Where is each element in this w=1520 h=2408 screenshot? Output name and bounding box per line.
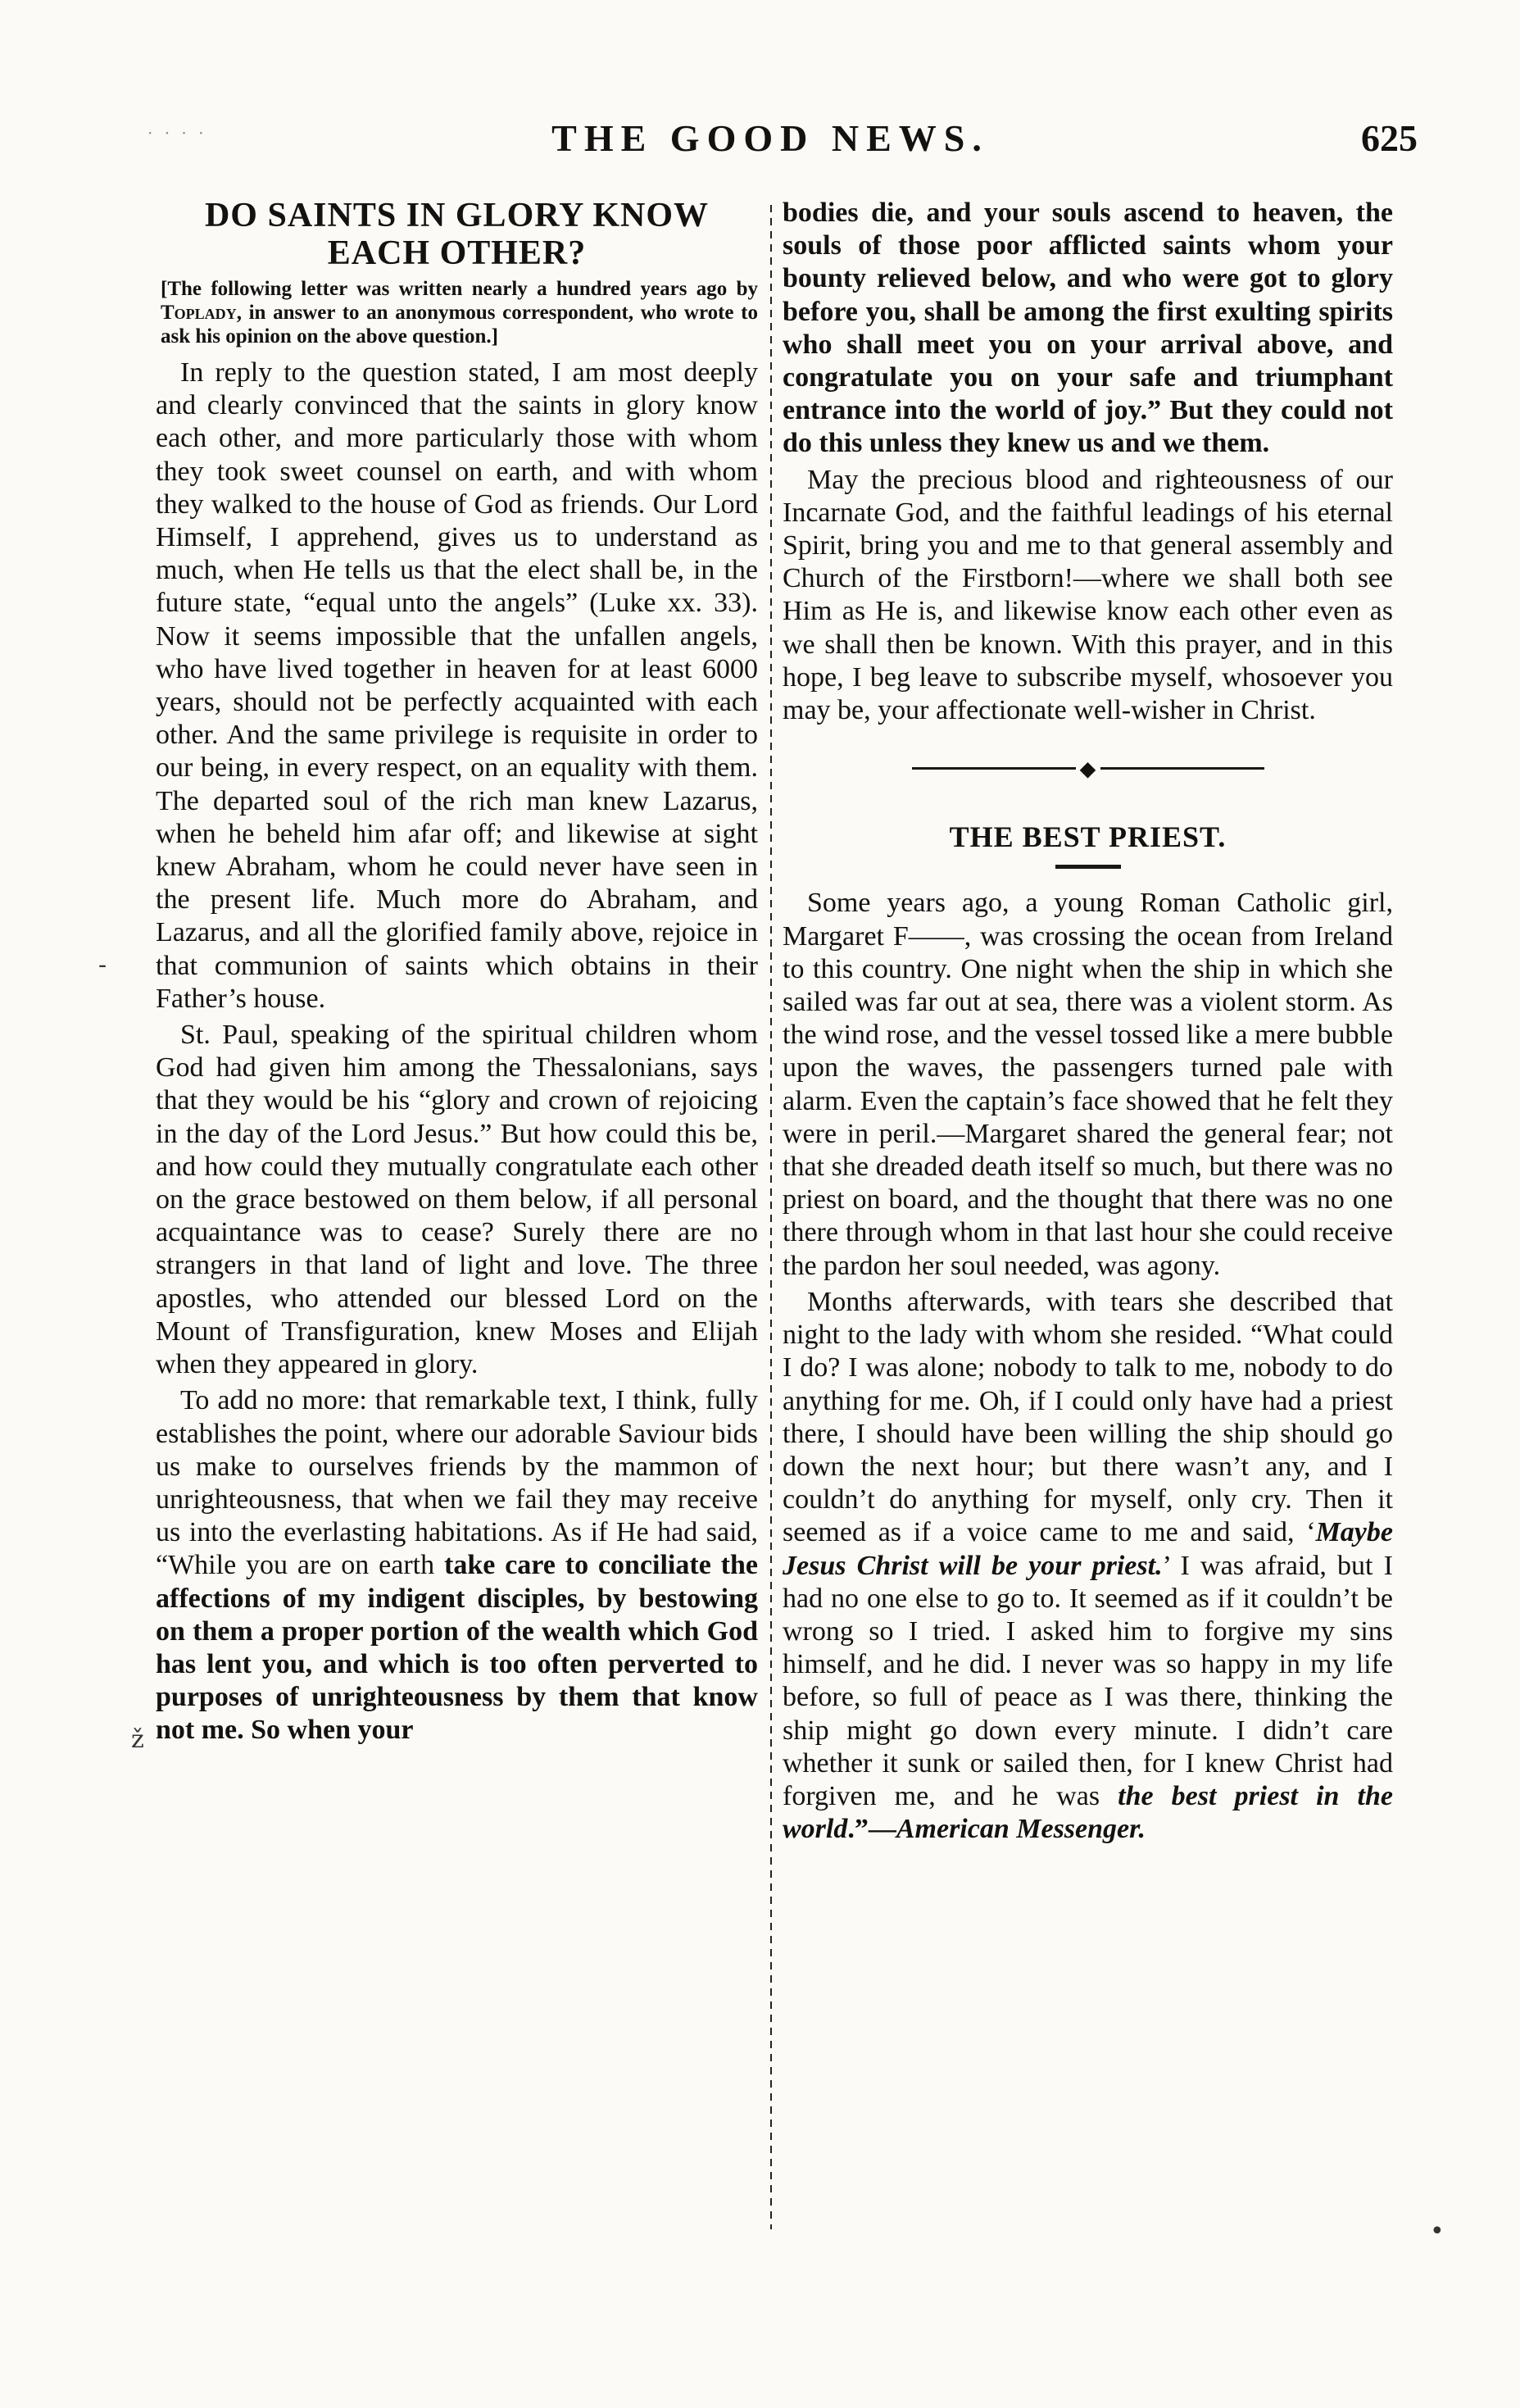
article-source: American Messenger. <box>896 1814 1146 1845</box>
paragraph-text-italic: the best priest in the world <box>783 1780 1393 1845</box>
right-column <box>783 197 1393 1846</box>
article-paragraph-continued: bodies die, and your souls ascend to heaven, the souls of those poor afflicted saints whom your bounty relieved below, and who were got to glory before you, shall be among the first exulting spirits who shall meet you on your arrival above, and congratulate you on your safe and triumphant entrance into the world of joy.” But they could not do this unless they knew us and we them. <box>783 198 1393 459</box>
divider-line <box>912 767 1076 770</box>
paragraph-text: .”— <box>847 1814 896 1845</box>
ornament-icon: ◆ <box>1080 759 1096 781</box>
running-head <box>123 116 1418 174</box>
article-paragraph: May the precious blood and righteousness of our Incarnate God, and the faithful leadings of his eternal Spirit, bring you and me to that general assembly and Church of the Firstborn!—where we shall both see Him as He is, and likewise know each other even as we shall then be known. With this prayer, and in this hope, I beg leave to subscribe myself, whosoever you may be, your affectionate well-wisher in Christ. <box>783 464 1393 726</box>
left-column <box>156 197 758 1747</box>
intro-text: [The following letter was written nearly a hundred years ago by <box>161 278 758 300</box>
paragraph-text: To add no more: that remarkable text, I think, fully establishes the point, where our adorable Saviour bids us make to ourselves friends by the mammon of unrighteousness, that when we fail they may receive us into the everlasting habitations. As if He had said, “While you are on earth <box>156 1385 758 1581</box>
paragraph-text-italic: Maybe Jesus Christ will be your priest. <box>783 1517 1393 1581</box>
intro-author: Toplady <box>161 302 237 324</box>
article-paragraph: In reply to the question stated, I am most deeply and clearly convinced that the saints in glory know each other, and more particularly those with whom they took sweet counsel on earth, and with whom they walked to the house of God as friends. Our Lord Himself, I apprehend, gives us to understand as much, when He tells us that the elect shall be, in the future state, “equal unto the angels” (Luke xx. 33). Now it seems impossible that the unfallen angels, who have lived together in heaven for at least 6000 years, should not be perfectly acquainted with each other. And the same privilege is requisite in order to our being, in every respect, on an equality with them. The departed soul of the rich man knew Lazarus, when he beheld him afar off; and likewise at sight knew Abraham, whom he could never have seen in the present life. Much more do Abraham, and Lazarus, and all the glorified family above, rejoice in that communion of saints which obtains in their Father’s house. <box>156 357 758 1014</box>
paragraph-text-bold: take care to conciliate the affections of my indigent disciples, by bestowing on them a proper portion of the wealth which God has lent you, and which is too often perverted to purposes of unrighteousness by them that know not me. So when your <box>156 1550 758 1746</box>
header-dots: · · · · <box>147 123 207 143</box>
article-paragraph: Some years ago, a young Roman Catholic girl, Margaret F——, was crossing the ocean from Ireland to this country. One night when the ship in which she sailed was far out at sea, there was a violent storm. As the wind rose, and the vessel tossed like a mere bubble upon the waves, the passengers turned pale with alarm. Even the captain’s face showed that he felt they were in peril.—Margaret shared the general fear; not that she dreaded death itself so much, but there was no priest on board, and the thought that there was no one there through whom in that last hour she could receive the pardon her soul needed, was agony. <box>783 888 1393 1281</box>
article-paragraph: St. Paul, speaking of the spiritual children whom God had given him among the Thessalonians, says that they would be his “glory and crown of rejoicing in the day of the Lord Jesus.” But how could this be, and how could they mutually congratulate each other on the grace bestowed on them below, if all personal acquaintance was to cease? Surely there are no strangers in that land of light and love. The three apostles, who attended our blessed Lord on the Mount of Transfiguration, knew Moses and Elijah when they appeared in glory. <box>156 1020 758 1380</box>
paragraph-text: ’ I was afraid, but I had no one else to go to. It seemed as if it couldn’t be wrong so I tried. I asked him to forgive my sins himself, and he did. I never was so happy in my life before, so full of peace as I was there, thinking the ship might go down every minute. I didn’t care whether it sunk or sailed then, for I knew Christ had forgiven me, and he was <box>783 1550 1393 1811</box>
margin-mark: • <box>1430 2217 1445 2246</box>
section-divider <box>912 759 1264 781</box>
divider-line <box>1100 767 1264 770</box>
intro-text: , in answer to an anonymous correspondent, who wrote to ask his opinion on the above question.] <box>161 302 758 348</box>
page-number: 625 <box>1361 117 1418 159</box>
column-divider-rule <box>770 205 772 2229</box>
title-rule <box>1055 865 1121 869</box>
article-paragraph <box>783 1286 1393 1846</box>
margin-mark: - <box>98 951 107 979</box>
margin-mark: ž <box>131 1725 144 1754</box>
publication-title: THE GOOD NEWS. <box>551 117 989 159</box>
article-title: THE BEST PRIEST. <box>949 820 1227 854</box>
article-intro <box>156 277 758 348</box>
article-title: DO SAINTS IN GLORY KNOW EACH OTHER? <box>204 197 710 272</box>
article-paragraph <box>156 1384 758 1747</box>
paragraph-text: Months afterwards, with tears she described that night to the lady with whom she resided. “What could I do? I was alone; nobody to talk to me, nobody to do anything for me. Oh, if I could only have had a priest there, I should have been willing the ship should go down the next hour; but there wasn’t any, and I couldn’t do anything for myself, only cry. Then it seemed as if a voice came to me and said, ‘ <box>783 1286 1393 1548</box>
